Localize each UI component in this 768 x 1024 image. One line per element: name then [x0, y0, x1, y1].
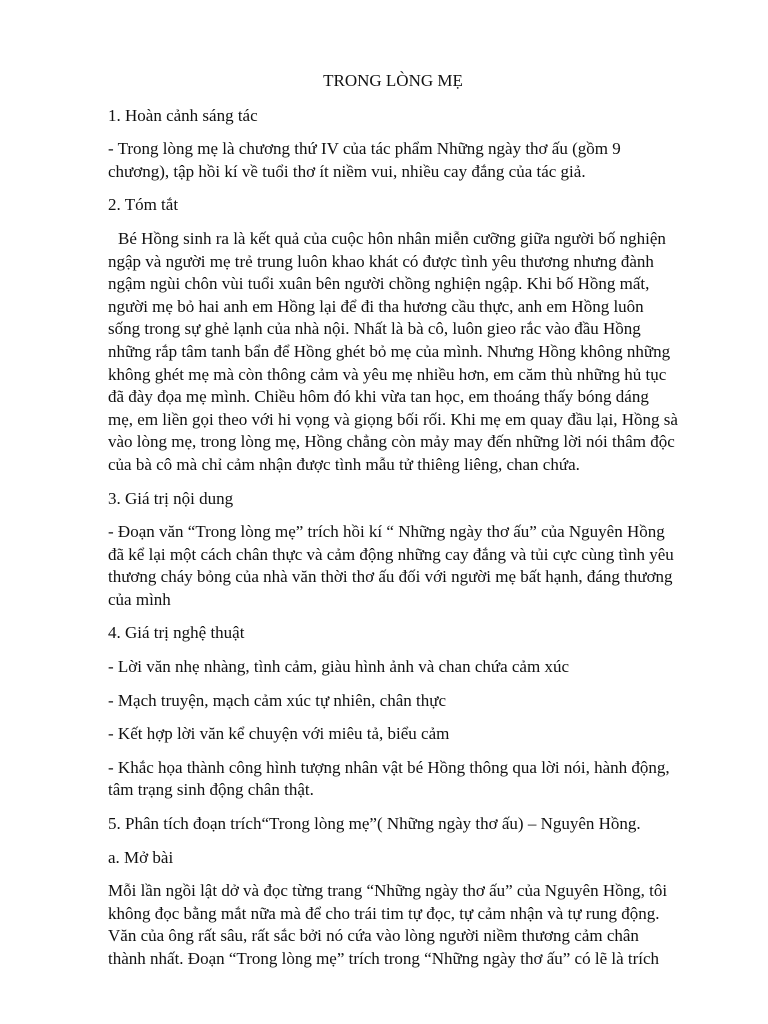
- paragraph-tom-tat: Bé Hồng sinh ra là kết quả của cuộc hôn nhân miễn cưỡng giữa người bố nghiện ngập và người mẹ trẻ trung luôn khao khát có được tình yêu thương nhưng đành ngậm ngùi chôn vùi tuổi xuân bên người chồng nghiện ngập. Khi bố Hồng mất, người mẹ bỏ hai anh em Hồng lại để đi tha hương cầu thực, anh em Hồng luôn sống trong sự ghẻ lạnh của nhà nội. Nhất là bà cô, luôn gieo rắc vào đầu Hồng những rắp tâm tanh bẩn để Hồng ghét bỏ mẹ của mình. Nhưng Hồng không những không ghét mẹ mà còn thông cảm và yêu mẹ nhiều hơn, em căm thù những hủ tục đã đày đọa mẹ mình. Chiều hôm đó khi vừa tan học, em thoáng thấy bóng dáng mẹ, em liền gọi theo với hi vọng và giọng bối rối. Khi mẹ em quay đầu lại, Hồng sà vào lòng mẹ, trong lòng mẹ, Hồng chẳng còn mảy may đến những lời nói thâm độc của bà cô mà chỉ cảm nhận được tình mẫu tử thiêng liêng, chan chứa.: [108, 228, 678, 474]
- list-item-nghe-thuat-3: - Kết hợp lời văn kể chuyện với miêu tả, biểu cảm: [108, 724, 450, 744]
- list-item-nghe-thuat-1: - Lời văn nhẹ nhàng, tình cảm, giàu hình ảnh và chan chứa cảm xúc: [108, 657, 569, 677]
- section-heading-nghe-thuat: 4. Giá trị nghệ thuật: [108, 623, 245, 643]
- section-heading-noi-dung: 3. Giá trị nội dung: [108, 488, 234, 508]
- paragraph-noi-dung: - Đoạn văn “Trong lòng mẹ” trích hồi kí “ Những ngày thơ ấu” của Nguyên Hồng đã kể lại một cách chân thực và cảm động những cay đắng và tủi cực cùng tình yêu thương cháy bỏng của nhà văn thời thơ ấu đối với người mẹ bất hạnh, đáng thương của mình: [108, 522, 674, 609]
- document-page: [108, 70, 678, 982]
- section-heading-tom-tat: 2. Tóm tắt: [108, 195, 179, 215]
- list-item-nghe-thuat-4: - Khắc họa thành công hình tượng nhân vật bé Hồng thông qua lời nói, hành động, tâm trạng sinh động chân thật.: [108, 757, 670, 800]
- subheading-mo-bai: a. Mở bài: [108, 847, 174, 867]
- list-item-nghe-thuat-2: - Mạch truyện, mạch cảm xúc tự nhiên, chân thực: [108, 690, 446, 710]
- paragraph-hoan-canh: - Trong lòng mẹ là chương thứ IV của tác phẩm Những ngày thơ ấu (gồm 9 chương), tập hồi kí về tuổi thơ ít niềm vui, nhiều cay đắng của tác giả.: [108, 139, 621, 181]
- section-heading-hoan-canh: 1. Hoàn cảnh sáng tác: [108, 105, 258, 125]
- page-title: TRONG LÒNG MẸ: [323, 71, 463, 90]
- section-heading-phan-tich: 5. Phân tích đoạn trích“Trong lòng mẹ”( Những ngày thơ ấu) – Nguyên Hồng.: [108, 814, 641, 834]
- paragraph-mo-bai: Mỗi lần ngồi lật dở và đọc từng trang “Những ngày thơ ấu” của Nguyên Hồng, tôi không đọc bằng mắt nữa mà để cho trái tim tự đọc, tự cảm nhận và tự rung động. Văn của ông rất sâu, rất sắc bởi nó cứa vào lòng người niềm thương cảm chân thành nhất. Đoạn “Trong lòng mẹ” trích trong “Những ngày thơ ấu” có lẽ là trích: [108, 881, 668, 968]
